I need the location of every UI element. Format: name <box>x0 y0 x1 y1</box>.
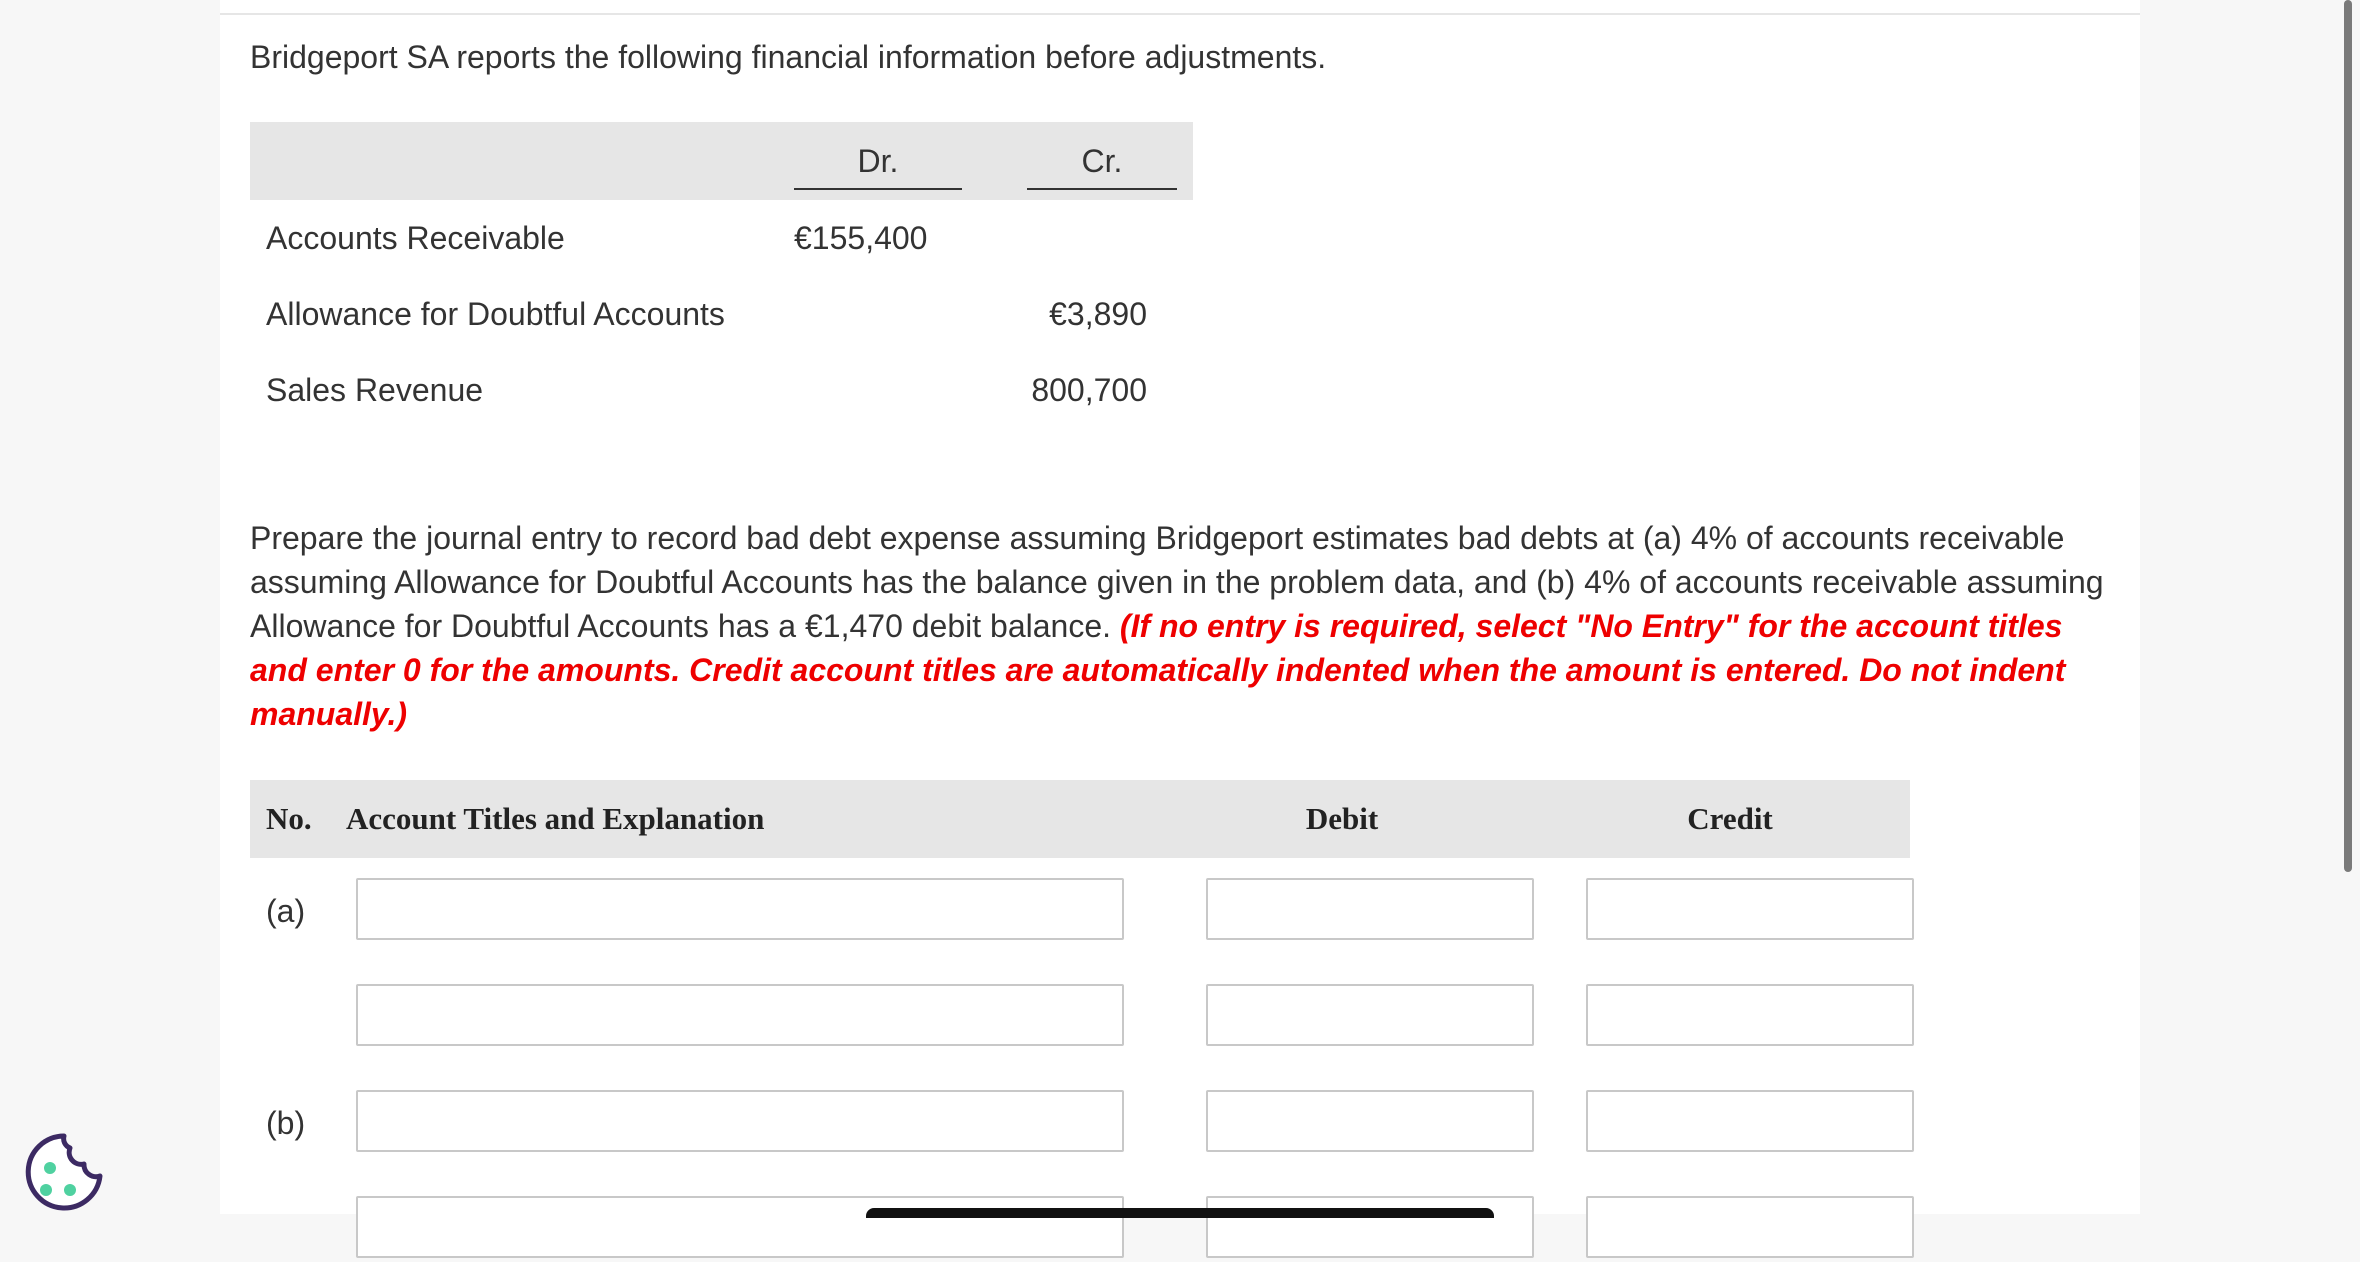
trial-balance-row <box>250 276 1193 352</box>
question-text <box>250 516 2110 736</box>
account-titles-header: Account Titles and Explanation <box>346 801 765 836</box>
debit-input[interactable] <box>1206 1196 1534 1258</box>
credit-input[interactable] <box>1586 1196 1914 1258</box>
account-name: Accounts Receivable <box>266 220 565 256</box>
account-title-input[interactable] <box>356 1090 1124 1152</box>
vertical-scrollbar[interactable] <box>2344 0 2352 872</box>
cr-amount: €3,890 <box>1049 296 1147 332</box>
debit-header: Debit <box>1305 801 1379 836</box>
journal-row <box>250 1196 1910 1262</box>
account-title-input[interactable] <box>356 878 1124 940</box>
intro-text: Bridgeport SA reports the following financial information before adjustments. <box>250 39 1327 75</box>
bottom-overlay-bar <box>866 1208 1494 1218</box>
dr-amount: €155,400 <box>794 220 928 256</box>
account-title-input[interactable] <box>356 984 1124 1046</box>
cr-amount: 800,700 <box>1031 372 1147 408</box>
dr-header: Dr. <box>794 140 962 190</box>
journal-row <box>250 878 1910 944</box>
entry-label: (a) <box>266 893 306 929</box>
trial-balance-row <box>250 352 1193 428</box>
trial-balance-row <box>250 200 1193 276</box>
debit-input[interactable] <box>1206 878 1534 940</box>
account-name: Sales Revenue <box>266 372 484 408</box>
account-name: Allowance for Doubtful Accounts <box>266 296 725 332</box>
entry-label: (b) <box>266 1105 306 1141</box>
question-prompt: Prepare the journal entry to record bad debt expense assuming Bridgeport estimates bad debts at (a) 4% of accounts receivable assuming Allowance for Doubtful Accounts has the balance given in the problem data, and (b) 4% of accounts receivable assuming Allowance for Doubtful Accounts has a €1,470 debit balance. <box>250 520 2104 644</box>
trial-balance-header <box>250 122 1193 200</box>
cookie-settings-icon[interactable] <box>22 1130 106 1214</box>
cr-header: Cr. <box>1027 140 1177 190</box>
divider <box>220 13 2140 15</box>
journal-table-header <box>250 780 1910 858</box>
credit-input[interactable] <box>1586 1090 1914 1152</box>
trial-balance-table <box>250 122 1193 428</box>
account-title-input[interactable] <box>356 1196 1124 1258</box>
no-header: No. <box>266 801 312 836</box>
credit-input[interactable] <box>1586 984 1914 1046</box>
debit-input[interactable] <box>1206 984 1534 1046</box>
journal-row <box>250 984 1910 1050</box>
credit-header: Credit <box>1687 801 1773 836</box>
debit-input[interactable] <box>1206 1090 1534 1152</box>
journal-row <box>250 1090 1910 1156</box>
question-panel <box>220 0 2140 1214</box>
credit-input[interactable] <box>1586 878 1914 940</box>
question-instruction: (If no entry is required, select "No Entry" for the account titles and enter 0 for the amounts. Credit account titles are automatically indented when the amount is entered. Do not indent manually.) <box>250 608 2066 732</box>
